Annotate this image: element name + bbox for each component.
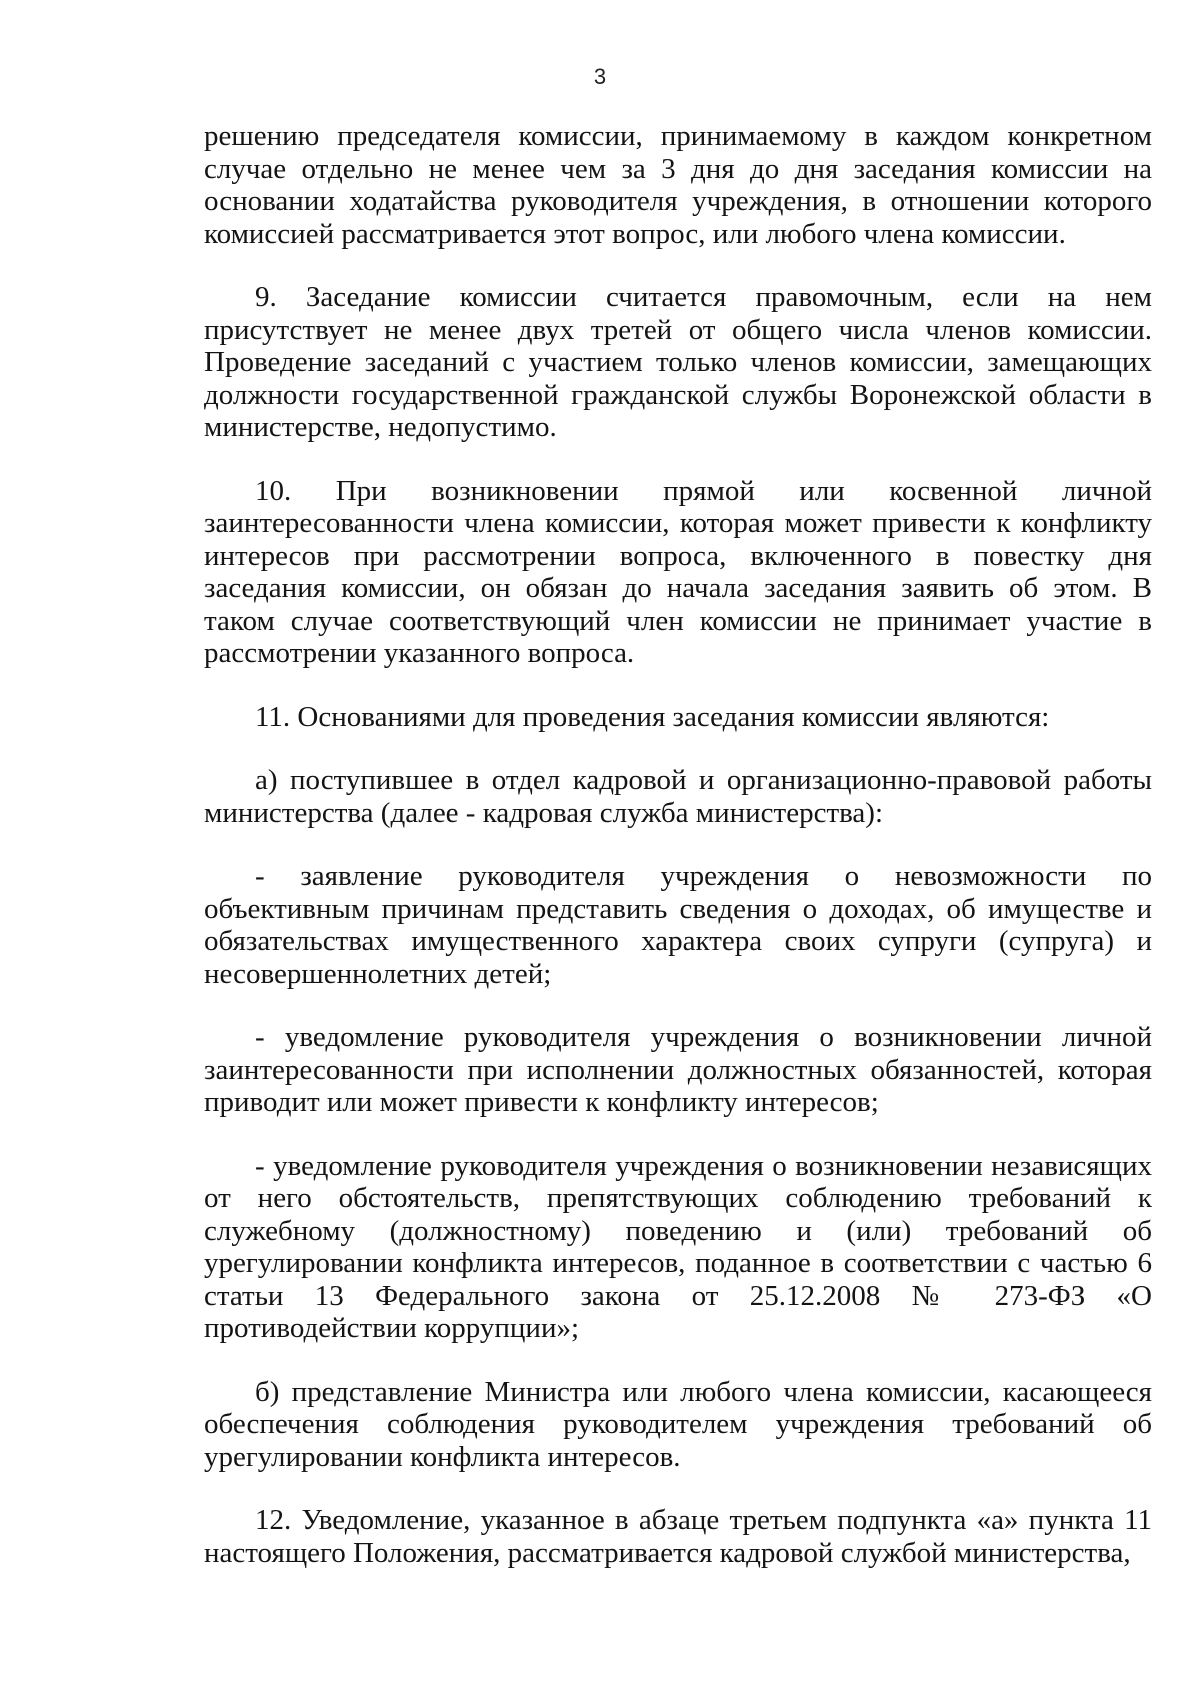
paragraph-subitem-b: б) представление Министра или любого члена комиссии, касающееся обеспечения соблюдения руководителем учреждения требований об урегулировании конфликта интересов. (204, 1375, 1152, 1473)
paragraph-dash-notice-interest: - уведомление руководителя учреждения о возникновении личной заинтересованности при исполнении должностных обязанностей, которая приводит или может привести к конфликту интересов; (204, 1021, 1152, 1118)
paragraph-item-12: 12. Уведомление, указанное в абзаце третьем подпункта «а» пункта 11 настоящего Положения, рассматривается кадровой службой министерства, (204, 1504, 1152, 1569)
page-number: 3 (593, 64, 607, 89)
paragraph-item-10: 10. При возникновении прямой или косвенной личной заинтересованности члена комиссии, которая может привести к конфликту интересов при рассмотрении вопроса, включенного в повестку дня заседания комиссии, он обязан до начала заседания заявить об этом. В таком случае соответствующий член комиссии не принимает участие в рассмотрении указанного вопроса. (204, 474, 1152, 669)
paragraph-item-9: 9. Заседание комиссии считается правомочным, если на нем присутствует не менее двух третей от общего числа членов комиссии. Проведение заседаний с участием только членов комиссии, замещающих должности государственной гражданской службы Воронежской области в министерстве, недопустимо. (204, 281, 1152, 443)
document-body (204, 120, 1152, 1569)
paragraph-subitem-a: а) поступившее в отдел кадровой и организационно-правовой работы министерства (далее - кадровая служба министерства): (204, 764, 1152, 829)
paragraph-item-11: 11. Основаниями для проведения заседания комиссии являются: (255, 700, 1050, 733)
paragraph-dash-statement: - заявление руководителя учреждения о невозможности по объективным причинам представить сведения о доходах, об имуществе и обязательствах имущественного характера своих супруги (супруга) и несовершеннолетних детей; (204, 860, 1152, 990)
paragraph-dash-notice-circumstances: - уведомление руководителя учреждения о возникновении независящих от него обстоятельств, препятствующих соблюдению требований к служебному (должностному) поведению и (или) требований об урегулировании конфликта интересов, поданное в соответствии с частью 6 статьи 13 Федерального закона от 25.12.2008 № 273-ФЗ «О противодействии коррупции»; (204, 1149, 1152, 1344)
paragraph-continuation: решению председателя комиссии, принимаемому в каждом конкретном случае отдельно не менее чем за 3 дня до дня заседания комиссии на основании ходатайства руководителя учреждения, в отношении которого комиссией рассматривается этот вопрос, или любого члена комиссии. (204, 120, 1152, 250)
